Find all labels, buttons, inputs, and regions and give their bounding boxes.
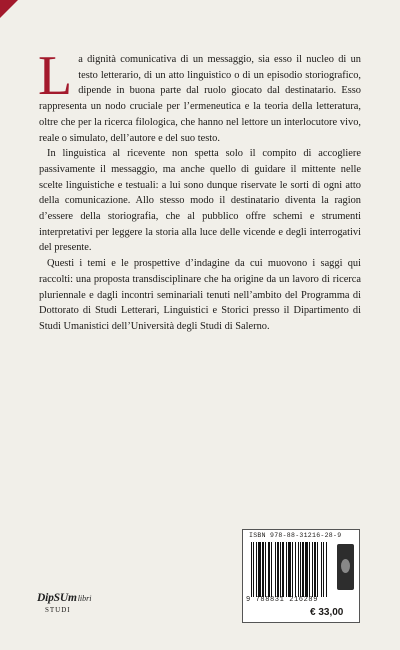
siae-seal-icon	[337, 544, 354, 590]
isbn-barcode-label	[242, 529, 360, 623]
publisher-logo	[37, 590, 91, 605]
drop-cap: L	[38, 45, 73, 107]
publisher-logo-name: DipSUm	[37, 592, 77, 604]
price: € 33,00	[310, 607, 344, 618]
publisher-series: STUDI	[45, 606, 71, 614]
blurb-paragraph-1	[38, 45, 361, 146]
corner-ribbon	[0, 0, 18, 18]
barcode-bars	[251, 542, 333, 597]
blurb-paragraph-1-text: a dignità comunicativa di un messaggio, sia esso il nucleo di un testo letterario, di un atto linguistico o di un episodio storiografico, dipende in buona parte dal ruolo giocato dal destinatario. Esso rappresenta un nodo cruciale per l’ermeneutica e la teoria della letteratura, oltre che per la ricerca filologica, che hanno nel lettore un interlocutore vivo, reale o simulato, dell’autore e del suo testo.	[39, 54, 361, 144]
barcode-stripe	[326, 542, 327, 597]
back-cover-blurb	[38, 45, 361, 335]
blurb-paragraph-3: Questi i temi e le prospettive d’indagine da cui muovono i saggi qui raccolti: una proposta transdisciplinare che ha origine da un lavoro di ricerca pluriennale e dagli incontri seminariali tenuti nell’ambito del Programma di Dottorato di Studi Letterari, Linguistici e Storici presso il Dipartimento di Studi Umanistici dell’Università degli Studi di Salerno.	[39, 258, 361, 332]
publisher-logo-libri: libri	[77, 594, 92, 603]
barcode-number: 9 788831 216289	[246, 596, 319, 604]
isbn-text: ISBN 978-88-31216-28-9	[249, 532, 342, 539]
blurb-paragraph-2: In linguistica al ricevente non spetta solo il compito di accogliere passivamente il messaggio, ma anche quello di guidare il mittente nelle scelte linguistiche e testuali: a lui sono dunque riservate le sorti di ogni atto della comunicazione. Allo stesso modo il destinatario diventa la ragion d’essere della storiografia, che al pubblico offre schemi e strumenti interpretativi per leggere la storia alla luce delle vicende e degli interrogativi del presente.	[39, 148, 361, 254]
